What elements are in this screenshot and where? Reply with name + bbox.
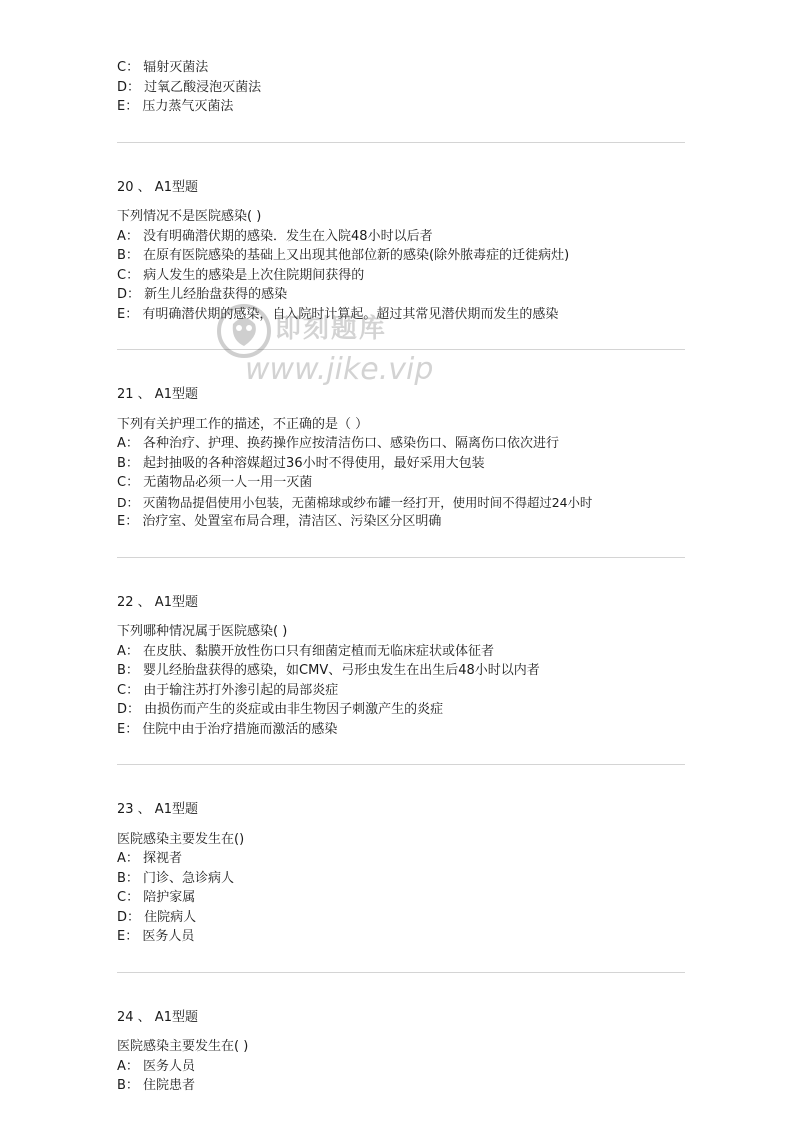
option-line: E： 住院中由于治疗措施而激活的感染: [117, 721, 338, 737]
option-line: D： 由损伤而产生的炎症或由非生物因子刺激产生的炎症: [117, 702, 444, 717]
option-line: A： 探视者: [117, 851, 183, 866]
question-stem: 下列有关护理工作的描述，不正确的是（ ）: [117, 416, 369, 432]
option-line: A： 没有明确潜伏期的感染．发生在入院48小时以后者: [117, 228, 433, 244]
question-header: 21 、 A1型题: [117, 387, 198, 402]
option-line: B： 婴儿经胎盘获得的感染，如CMV、弓形虫发生在出生后48小时以内者: [117, 663, 540, 678]
option-line: C： 陪护家属: [117, 890, 196, 905]
divider: [117, 349, 685, 350]
option-line: E： 有明确潜伏期的感染，自入院时计算起。超过其常见潜伏期而发生的感染: [117, 306, 559, 322]
divider: [117, 972, 685, 973]
question-21: [117, 385, 687, 532]
option-line: C： 辐射灭菌法: [117, 60, 209, 75]
previous-question-options: [117, 58, 687, 117]
option-line: B： 在原有医院感染的基础上又出现其他部位新的感染(除外脓毒症的迁徙病灶): [117, 248, 570, 263]
question-header: 22 、 A1型题: [117, 594, 198, 610]
option-line: B： 门诊、急诊病人: [117, 870, 235, 886]
option-line: D： 新生儿经胎盘获得的感染: [117, 287, 288, 302]
document-page: [117, 58, 687, 1096]
watermark-brand: 即刻题库: [275, 314, 388, 344]
option-line: B： 起封抽吸的各种溶媒超过36小时不得使用，最好采用大包装: [117, 455, 485, 471]
question-header: 24 、 A1型题: [117, 1009, 198, 1025]
question-24: [117, 1008, 687, 1096]
question-22: [117, 593, 687, 740]
option-line: C： 病人发生的感染是上次住院期间获得的: [117, 267, 365, 283]
divider: [117, 764, 685, 765]
divider: [117, 557, 685, 558]
question-stem: 医院感染主要发生在(): [117, 831, 245, 847]
option-line: C： 无菌物品必须一人一用一灭菌: [117, 475, 313, 490]
question-23: [117, 800, 687, 947]
question-stem: 医院感染主要发生在( ): [117, 1039, 249, 1054]
option-line: D： 过氧乙酸浸泡灭菌法: [117, 79, 262, 95]
option-line: B： 住院患者: [117, 1078, 196, 1093]
option-line: A： 在皮肤、黏膜开放性伤口只有细菌定植而无临床症状或体征者: [117, 643, 495, 659]
option-line: E： 压力蒸气灭菌法: [117, 99, 234, 114]
option-line: E： 治疗室、处置室布局合理，清洁区、污染区分区明确: [117, 514, 442, 529]
option-line: E： 医务人员: [117, 929, 195, 944]
question-header: 20 、 A1型题: [117, 179, 198, 195]
option-line: D： 灭菌物品提倡使用小包装，无菌棉球或纱布罐一经打开，使用时间不得超过24小时: [117, 494, 593, 510]
question-header: 23 、 A1型题: [117, 802, 198, 817]
divider: [117, 142, 685, 143]
question-stem: 下列情况不是医院感染( ): [117, 209, 262, 224]
option-line: D： 住院病人: [117, 909, 197, 925]
option-line: A： 各种治疗、护理、换药操作应按清洁伤口、感染伤口、隔离伤口依次进行: [117, 436, 560, 451]
question-20: [117, 178, 687, 325]
option-line: A： 医务人员: [117, 1058, 196, 1074]
question-stem: 下列哪种情况属于医院感染( ): [117, 624, 288, 639]
option-line: C： 由于输注苏打外渗引起的局部炎症: [117, 682, 339, 698]
watermark-url: www.jike.vip: [245, 352, 434, 387]
